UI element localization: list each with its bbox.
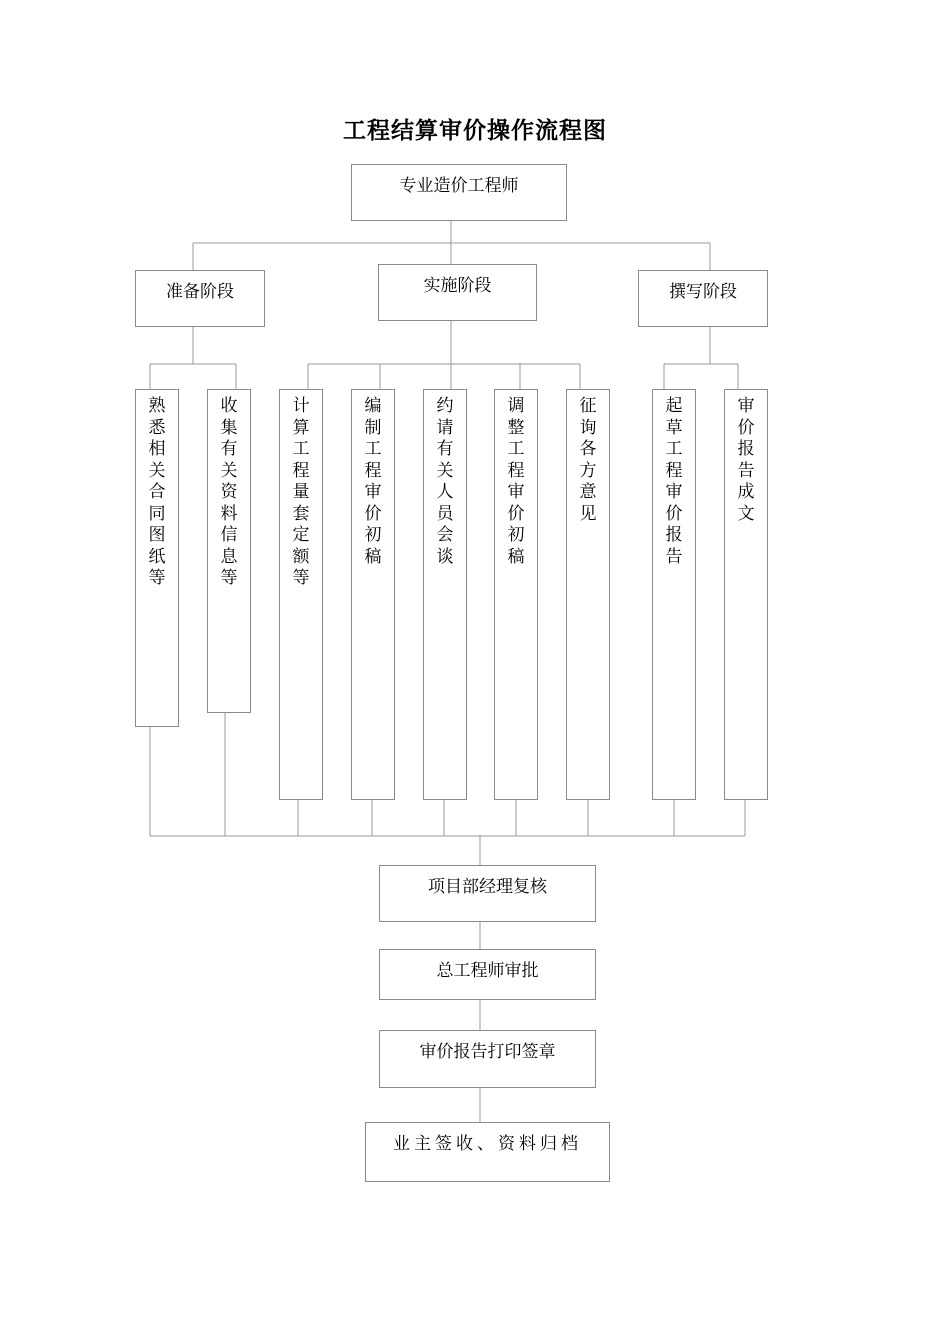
step-char: 制 [364, 417, 382, 438]
step-char: 息 [220, 546, 238, 567]
step-char: 关 [436, 460, 454, 481]
step-char: 审 [737, 396, 755, 416]
review-label: 项目部经理复核 [428, 877, 547, 897]
step-char: 调 [507, 396, 525, 416]
step-label [136, 390, 178, 590]
step-char: 见 [579, 503, 597, 524]
step-char: 关 [148, 460, 166, 481]
review-label: 总工程师审批 [436, 961, 539, 981]
step-char: 纸 [148, 546, 166, 567]
review-label: 审价报告打印签章 [419, 1042, 556, 1062]
page-title: 工程结算审价操作流程图 [343, 117, 607, 144]
step-char: 初 [507, 525, 525, 545]
step-char: 初 [364, 525, 382, 545]
step-char: 工 [507, 439, 525, 459]
step-char: 起 [665, 396, 683, 416]
step-char: 等 [148, 568, 166, 588]
step-char: 会 [436, 525, 454, 545]
phase-prepare-node [135, 270, 265, 327]
step-char: 告 [737, 460, 755, 481]
step-char: 员 [436, 503, 454, 524]
step-label [208, 390, 250, 590]
step-char: 料 [220, 503, 238, 524]
step-node [279, 389, 323, 800]
step-char: 审 [507, 482, 525, 502]
root-label: 专业造价工程师 [399, 176, 519, 196]
step-char: 审 [665, 482, 683, 502]
step-char: 工 [292, 439, 310, 459]
step-node [566, 389, 610, 800]
step-label [280, 390, 322, 590]
phase-implement-node [378, 264, 537, 321]
review-node-archive [365, 1122, 610, 1182]
step-char: 请 [436, 417, 454, 438]
step-char: 方 [579, 460, 597, 481]
step-char: 告 [665, 546, 683, 567]
step-char: 价 [737, 417, 755, 438]
step-char: 文 [737, 503, 755, 524]
step-char: 收 [220, 396, 238, 416]
step-label [424, 390, 466, 568]
review-label: 业主签收、资料归档 [393, 1134, 582, 1154]
step-char: 征 [579, 396, 597, 416]
phase-prepare-label: 准备阶段 [166, 282, 234, 302]
step-char: 程 [665, 460, 683, 481]
step-char: 人 [436, 482, 454, 502]
step-char: 熟 [148, 396, 166, 416]
step-char: 套 [292, 503, 310, 524]
step-char: 图 [148, 525, 166, 545]
step-char: 有 [220, 439, 238, 459]
step-char: 信 [220, 525, 238, 545]
step-char: 程 [364, 460, 382, 481]
step-label [495, 390, 537, 568]
step-char: 计 [292, 396, 310, 416]
phase-write-label: 撰写阶段 [669, 282, 737, 302]
step-char: 报 [737, 439, 755, 459]
step-char: 定 [292, 525, 310, 545]
step-char: 程 [292, 460, 310, 481]
step-char: 价 [665, 503, 683, 524]
step-char: 等 [292, 568, 310, 588]
step-char: 询 [579, 417, 597, 438]
step-char: 报 [665, 525, 683, 545]
step-char: 谈 [436, 546, 454, 567]
review-node-chief [379, 949, 596, 1000]
step-char: 程 [507, 460, 525, 481]
review-node-sign [379, 1030, 596, 1088]
review-node-manager [379, 865, 596, 922]
step-node [494, 389, 538, 800]
step-char: 合 [148, 482, 166, 502]
step-node [135, 389, 179, 727]
step-node [423, 389, 467, 800]
step-char: 等 [220, 568, 238, 588]
phase-implement-label: 实施阶段 [423, 276, 492, 296]
step-char: 资 [220, 482, 238, 502]
step-char: 成 [737, 482, 755, 502]
step-char: 稿 [364, 546, 382, 567]
step-char: 审 [364, 482, 382, 502]
step-char: 相 [148, 439, 166, 459]
step-char: 整 [507, 417, 525, 438]
step-char: 悉 [148, 417, 166, 438]
step-char: 额 [292, 546, 310, 567]
step-node [207, 389, 251, 713]
step-char: 同 [148, 503, 166, 524]
step-char: 工 [665, 439, 683, 459]
root-node [351, 164, 567, 221]
step-char: 稿 [507, 546, 525, 567]
step-node [351, 389, 395, 800]
step-label [653, 390, 695, 568]
step-char: 价 [507, 503, 525, 524]
step-char: 工 [364, 439, 382, 459]
step-char: 有 [436, 439, 454, 459]
step-node [652, 389, 696, 800]
step-char: 各 [579, 439, 597, 459]
step-char: 约 [436, 396, 454, 416]
step-char: 意 [579, 482, 597, 502]
step-char: 价 [364, 503, 382, 524]
step-char: 编 [364, 396, 382, 416]
step-node [724, 389, 768, 800]
step-char: 量 [292, 482, 310, 502]
step-char: 集 [220, 417, 238, 438]
step-label [567, 390, 609, 525]
step-char: 关 [220, 460, 238, 481]
phase-write-node [638, 270, 768, 327]
step-char: 算 [292, 417, 310, 438]
step-char: 草 [665, 417, 683, 438]
step-label [352, 390, 394, 568]
step-label [725, 390, 767, 525]
